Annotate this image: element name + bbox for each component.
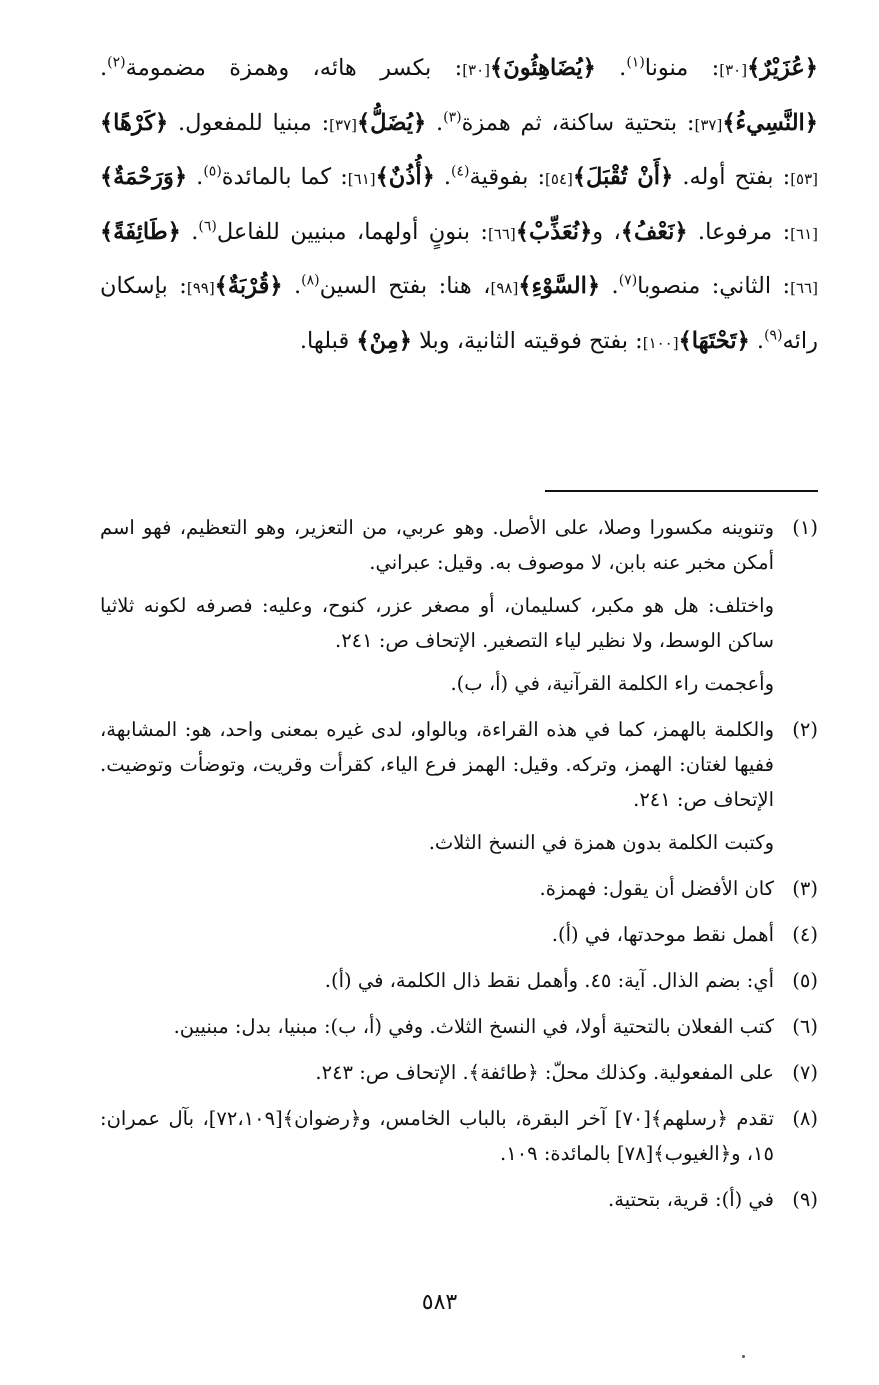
footnote-text: أهمل نقط موحدتها، في (أ).	[551, 923, 774, 946]
text-segment: : بفتح فوقيته الثانية، وبلا	[411, 327, 643, 354]
footnote-number: (٢)	[792, 718, 818, 741]
verse-ref: [٦٦]	[487, 224, 516, 243]
quran-word: ﴿طَائِفَةً﴾	[100, 218, 181, 245]
footnote-text: والكلمة بالهمز، كما في هذه القراءة، وبالواو، لدى غيره بمعنى واحد، هو: المشابهة، ففيها لغتان: الهمز، وتركه. وقيل: الهمز فرع الياء، كقرأت وقريت، وتوضأت وتوضيت. الإتحاف ص: ٢٤١.	[100, 718, 774, 811]
quran-word: ﴿النَّسِيءُ﴾	[722, 109, 818, 136]
quran-word: ﴿أُذُنٌ﴾	[375, 164, 435, 190]
verse-ref: [٣٧]	[329, 115, 357, 134]
footnote-separator	[545, 490, 818, 492]
footnote-text: على المفعولية. وكذلك محلّ: ﴿طائفة﴾. الإتحاف ص: ٢٤٣.	[315, 1061, 774, 1084]
verse-ref: [٣٧]	[694, 115, 723, 134]
text-segment: .	[595, 55, 627, 81]
text-segment: : منونا	[644, 55, 720, 81]
footnote	[100, 1009, 818, 1044]
verse-ref: [٦٦]	[790, 279, 818, 297]
footnote-number: (١)	[792, 516, 818, 539]
footnote-marker: (٥)	[203, 163, 222, 180]
quran-word: ﴿مِنْ﴾	[356, 327, 412, 354]
text-segment: .	[282, 273, 302, 299]
footnote-number: (٣)	[792, 877, 818, 900]
footnote-text: وتنوينه مكسورا وصلا، على الأصل. وهو عربي، من التعزير، وهو التعظيم، فهو اسم أمكن مخبر عنه بابن، لا موصوف به. وقيل: عبراني.	[100, 516, 774, 574]
text-segment: : بكسر هائه، وهمزة مضمومة	[125, 55, 463, 81]
footnote-marker: (٣)	[443, 109, 462, 125]
text-segment: : بفوقية	[469, 164, 546, 190]
verse-ref: [٩٩]	[186, 279, 215, 297]
footnote-marker: (٩)	[764, 327, 783, 343]
footnote	[100, 1055, 818, 1090]
quran-word: ﴿وَرَحْمَةٌ﴾	[100, 164, 188, 190]
footnotes	[100, 510, 818, 1228]
footnote-number: (٥)	[792, 969, 818, 992]
footnote-continuation: واختلف: هل هو مكبر، كسليمان، أو مصغر عزر، كنوح، وعليه: فصرفه لكونه ثلاثيا ساكن الوسط، ولا نظير لياء التصغير. الإتحاف ص: ٢٤١.	[100, 594, 774, 652]
main-text	[100, 42, 818, 369]
quran-word: ﴿نُعَذِّبْ﴾	[515, 218, 593, 245]
quran-word: ﴿السَّوْءِ﴾	[518, 273, 601, 299]
scan-speck	[742, 1355, 745, 1358]
footnote-text: كتب الفعلان بالتحتية أولا، في النسخ الثلاث. وفي (أ، ب): مبنيا، بدل: مبنيين.	[173, 1015, 774, 1038]
verse-ref: [٥٤]	[545, 170, 573, 188]
footnote-marker: (٦)	[198, 218, 217, 234]
footnote-text: كان الأفضل أن يقول: فهمزة.	[539, 877, 774, 900]
footnote-text: أي: بضم الذال. آية: ٤٥. وأهمل نقط ذال الكلمة، في (أ).	[324, 969, 774, 992]
verse-ref: [٣٠]	[462, 61, 491, 79]
footnote	[100, 1101, 818, 1171]
text-segment: : بنونٍ أولهما، مبنيين للفاعل	[216, 218, 488, 245]
footnote	[100, 712, 818, 817]
footnote-marker: (٨)	[301, 272, 320, 289]
footnote-marker: (١)	[626, 54, 645, 71]
quran-word: ﴿نَعْفُ﴾	[620, 218, 688, 245]
verse-ref: [٣٠]	[719, 61, 748, 79]
verse-ref: [٦١]	[790, 224, 819, 243]
text-segment: .	[187, 164, 204, 190]
text-segment: .	[426, 109, 444, 136]
text-segment: : مبنيا للمفعول.	[168, 109, 330, 136]
text-segment: ، هنا: بفتح السين	[319, 273, 491, 299]
text-segment: .	[749, 327, 765, 354]
verse-ref: [١٠٠]	[642, 333, 679, 352]
footnote-marker: (٤)	[451, 163, 470, 180]
page-number: ٥٨٣	[421, 1290, 458, 1315]
footnote-number: (٧)	[792, 1061, 818, 1084]
text-segment: : بإسكان رائه	[100, 273, 818, 354]
footnote-continuation: وأعجمت راء الكلمة القرآنية، في (أ، ب).	[450, 672, 774, 695]
footnote-number: (٦)	[792, 1015, 818, 1038]
text-segment: .	[100, 55, 108, 81]
quran-word: ﴿قُرْبَةٌ﴾	[214, 273, 283, 299]
verse-ref: [٩٨]	[490, 279, 519, 297]
quran-word: ﴿يُضَاهِئُونَ﴾	[490, 55, 596, 81]
text-segment: ، و	[592, 218, 621, 245]
quran-word: ﴿عُزَيْرٌ﴾	[747, 55, 818, 81]
verse-ref: [٥٣]	[790, 170, 819, 188]
footnote	[100, 963, 818, 998]
footnote-number: (٤)	[792, 923, 818, 946]
footnote-marker: (٧)	[618, 272, 638, 289]
footnote-number: (٨)	[792, 1107, 819, 1130]
footnote-marker: (٢)	[107, 54, 126, 71]
text-segment: : كما بالمائدة	[221, 164, 348, 190]
text-segment: : الثاني: منصوبا	[637, 273, 791, 299]
footnote	[100, 871, 818, 906]
text-segment: .	[180, 218, 199, 245]
quran-word: ﴿يُضَلُّ﴾	[357, 109, 427, 136]
text-segment: : بتحتية ساكنة، ثم همزة	[461, 109, 695, 136]
footnote-text: في (أ): قرية، بتحتية.	[608, 1188, 774, 1211]
text-segment: : بفتح أوله.	[673, 164, 791, 190]
footnote-continuation: وكتبت الكلمة بدون همزة في النسخ الثلاث.	[428, 831, 774, 854]
footnote	[100, 917, 818, 952]
footnote-text: تقدم ﴿رسلهم﴾[٧٠] آخر البقرة، بالباب الخامس، و﴿رضوان﴾[٧٢،١٠٩]، بآل عمران: ١٥، و﴿الغيوب﴾[٧٨] بالمائدة: ١٠٩.	[100, 1107, 775, 1165]
quran-word: ﴿أَنْ تُقْبَلَ﴾	[572, 164, 674, 190]
verse-ref: [٦١]	[347, 170, 376, 188]
footnote-number: (٩)	[792, 1188, 818, 1211]
text-segment: .	[600, 273, 619, 299]
text-segment: : مرفوعا.	[687, 218, 791, 245]
footnote	[100, 510, 818, 580]
text-segment: قبلها.	[299, 327, 357, 354]
footnote	[100, 1182, 818, 1217]
text-segment: .	[434, 164, 452, 190]
quran-word: ﴿كَرْهًا﴾	[100, 109, 169, 136]
quran-word: ﴿تَحْتَهَا﴾	[678, 327, 750, 354]
